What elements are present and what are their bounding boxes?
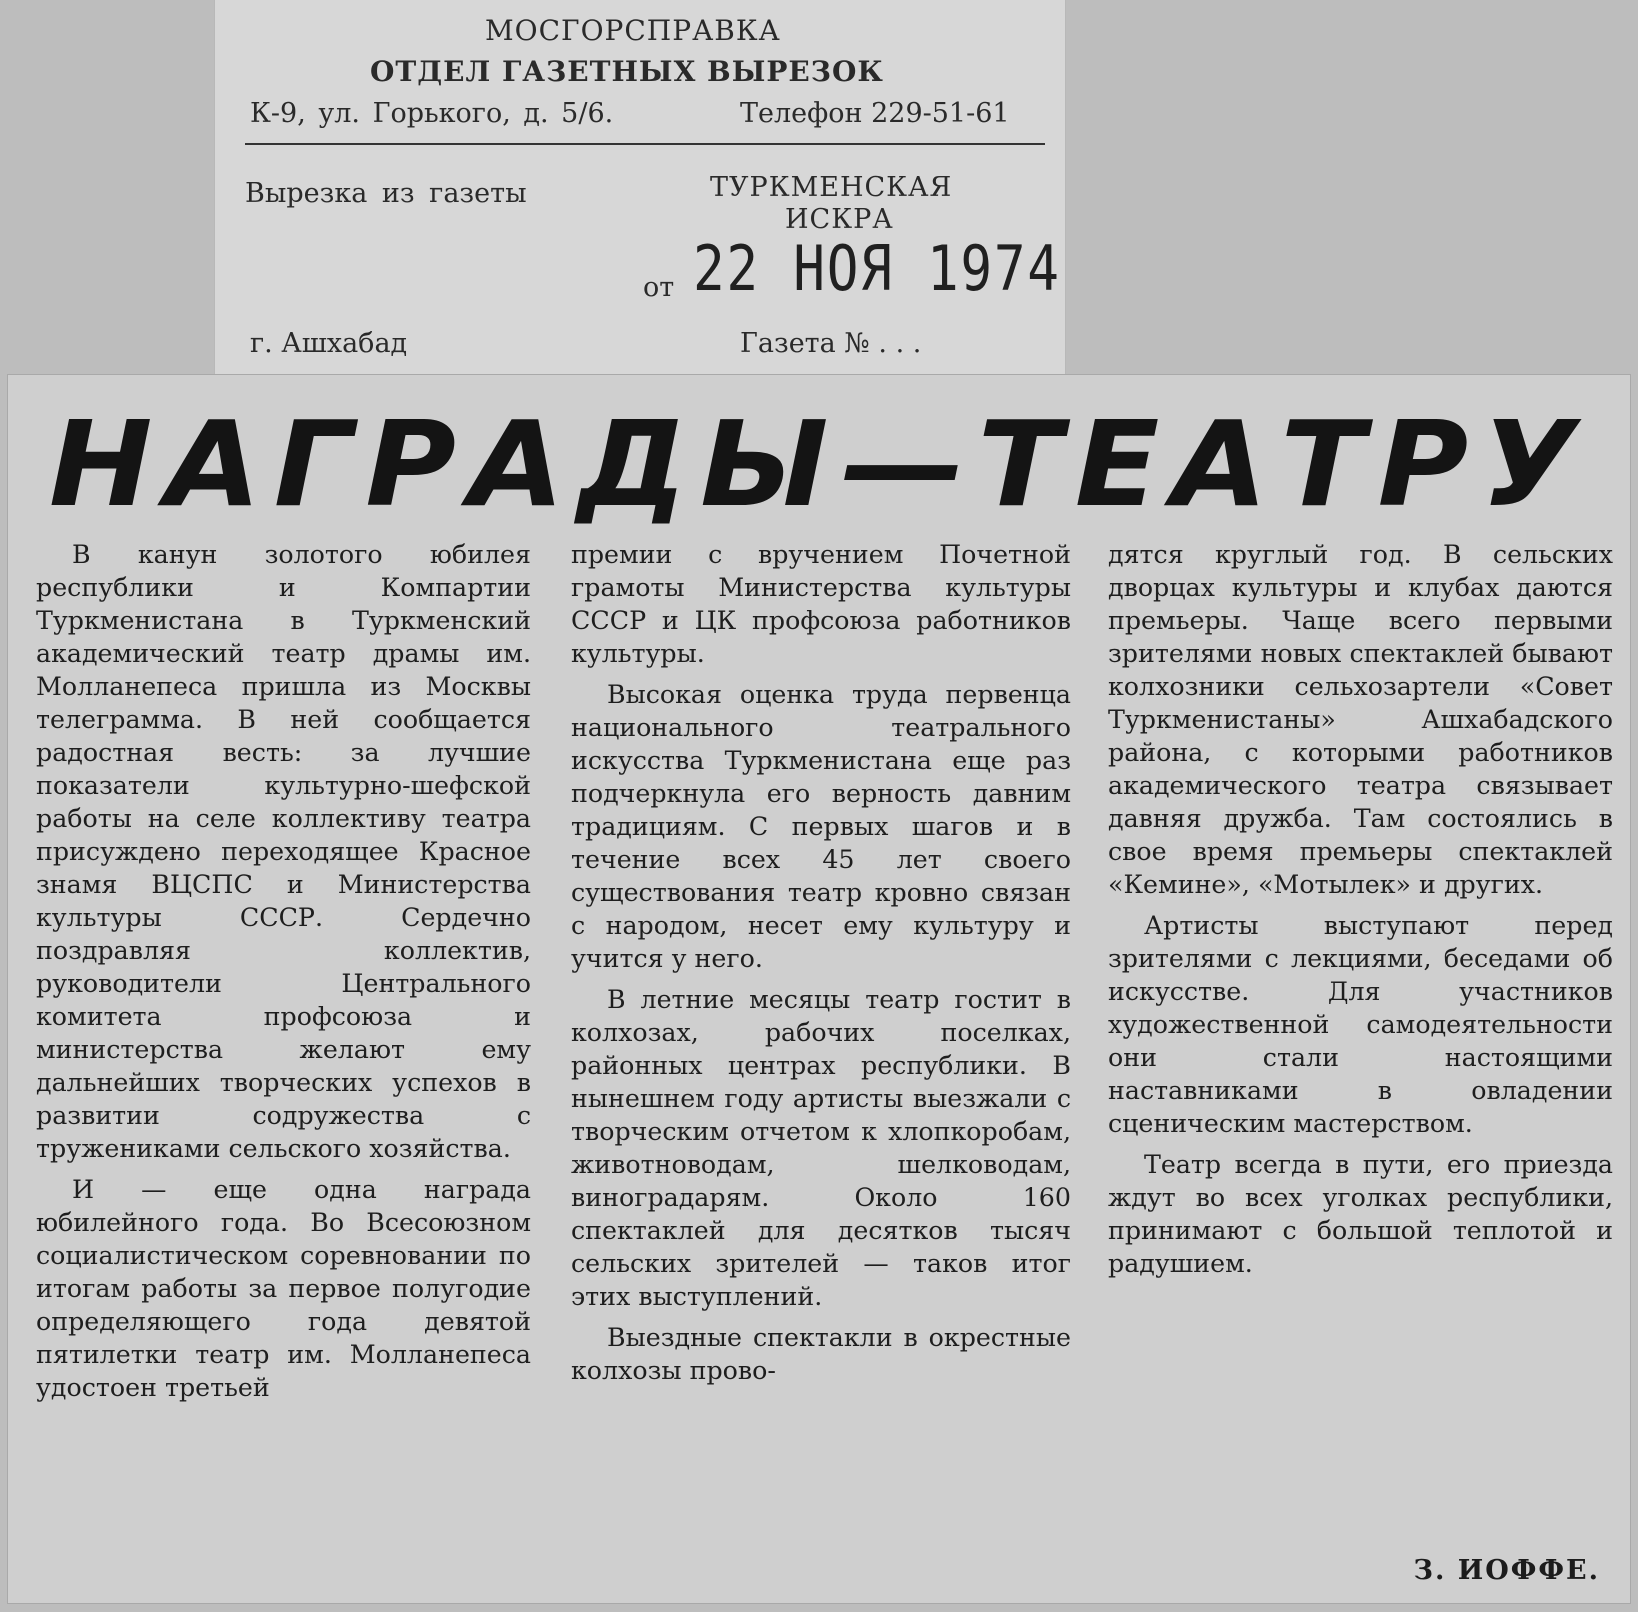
paragraph-continued: дятся круглый год. В сельских дворцах культуры и клубах даются премьеры. Чаще всего первыми зрителями новых спектаклей бывают колхозники сельхозартели «Совет Туркменистаны» Ашхабадского района, с которыми работников академического театра связывает давняя дружба. Там состоялись в свое время премьеры спектаклей «Кемине», «Мотылек» и других. <box>1108 540 1613 899</box>
newspaper-name-line1: ТУРКМЕНСКАЯ <box>710 172 953 203</box>
author-signature: З. ИОФФЕ. <box>1413 1555 1600 1586</box>
bureau-phone: Телефон 229-51-61 <box>740 98 1010 129</box>
paragraph-continued: премии с вручением Почетной грамоты Министерства культуры СССР и ЦК профсоюза работников культуры. <box>571 540 1071 668</box>
paragraph: Театр всегда в пути, его приезда ждут во всех уголках республики, принимают с большой теплотой и радушием. <box>1108 1150 1613 1278</box>
article-column-2 <box>571 538 1071 1588</box>
clipping-label: Вырезка из газеты <box>245 178 527 209</box>
newspaper-name-line2: ИСКРА <box>785 204 894 235</box>
paragraph: Выездные спектакли в окрестные колхозы прово- <box>571 1323 1071 1385</box>
newspaper-clipping <box>8 375 1630 1603</box>
department-name: ОТДЕЛ ГАЗЕТНЫХ ВЫРЕЗОК <box>370 55 884 88</box>
article-column-3 <box>1108 538 1613 1588</box>
date-stamp: 22 НОЯ 1974 <box>693 232 1061 305</box>
paragraph: Высокая оценка труда первенца национального театрального искусства Туркменистана еще раз подчеркнула его верность давним традициям. С первых шагов и в течение всех 45 лет своего существования театр кровно связан с народом, несет ему культуру и учится у него. <box>571 680 1071 973</box>
newspaper-number: Газета № . . . <box>740 328 922 359</box>
city: г. Ашхабад <box>250 328 408 359</box>
paragraph: Артисты выступают перед зрителями с лекциями, беседами об искусстве. Для участников художественной самодеятельности они стали настоящими наставниками в овладении сценическим мастерством. <box>1108 911 1613 1138</box>
clipping-bureau-stamp <box>215 0 1065 395</box>
paragraph: И — еще одна награда юбилейного года. Во Всесоюзном социалистическом соревновании по итогам работы за первое полугодие определяющего года девятой пятилетки театр им. Молланепеса удостоен третьей <box>36 1175 531 1402</box>
bureau-address: К-9, ул. Горького, д. 5/6. <box>250 98 614 129</box>
stamp-divider <box>245 143 1045 145</box>
paragraph: В канун золотого юбилея республики и Компартии Туркменистана в Туркменский академический театр драмы им. Молланепеса пришла из Москвы телеграмма. В ней сообщается радостная весть: за лучшие показатели культурно-шефской работы на селе коллективу театра присуждено переходящее Красное знамя ВЦСПС и Министерства культуры СССР. Сердечно поздравляя коллектив, руководители Центрального комитета профсоюза и министерства желают ему дальнейших творческих успехов в развитии содружества с тружениками сельского хозяйства. <box>36 540 531 1163</box>
paragraph: В летние месяцы театр гостит в колхозах, рабочих поселках, районных центрах республики. В нынешнем году артисты выезжали с творческим отчетом к хлопкоробам, животноводам, шелководам, виноградарям. Около 160 спектаклей для десятков тысяч сельских зрителей — таков итог этих выступлений. <box>571 985 1071 1311</box>
date-prefix: от <box>643 272 675 303</box>
article-headline: НАГРАДЫ—ТЕАТРУ <box>48 395 1590 533</box>
article-column-1 <box>36 538 531 1588</box>
bureau-name: МОСГОРСПРАВКА <box>485 14 781 47</box>
